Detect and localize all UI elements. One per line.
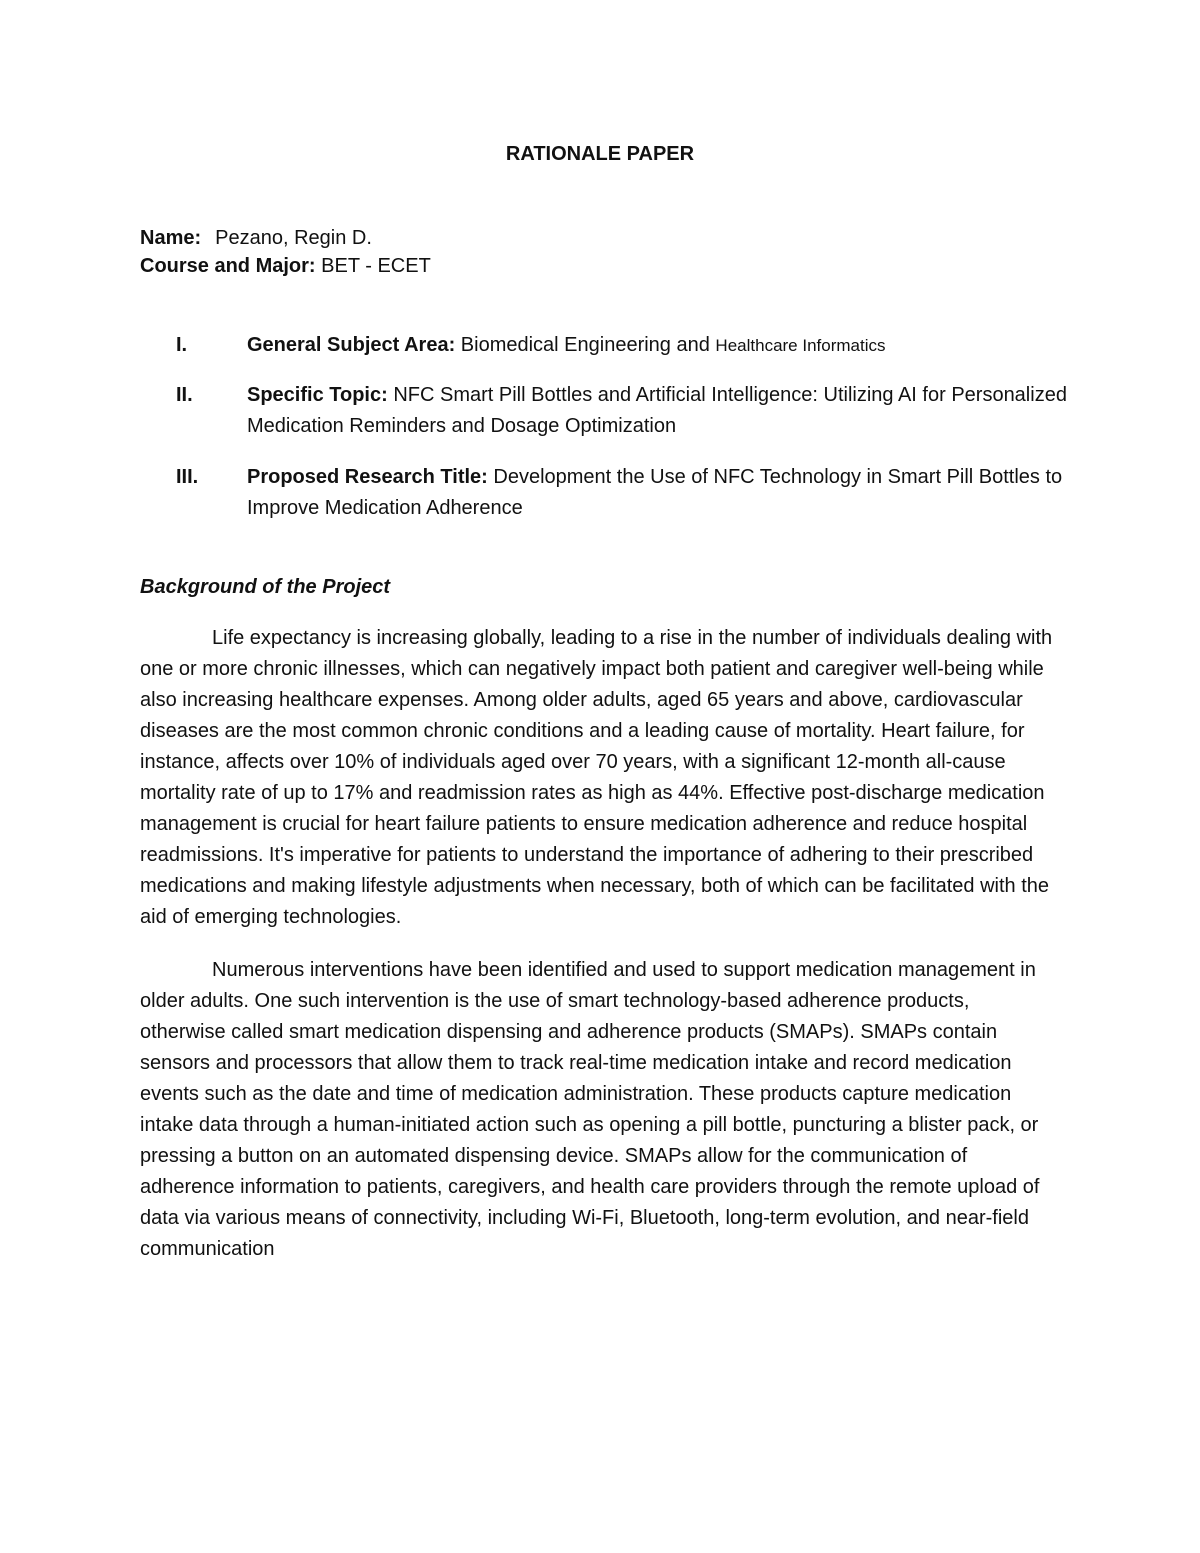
- paragraph: Life expectancy is increasing globally, leading to a rise in the number of individuals dealing with one or more chronic illnesses, which can negatively impact both patient and caregiver well-being while also increasing healthcare expenses. Among older adults, aged 65 years and above, cardiovascular diseases are the most common chronic conditions and a leading cause of mortality. Heart failure, for instance, affects over 10% of individuals aged over 70 years, with a significant 12-month all-cause mortality rate of up to 17% and readmission rates as high as 44%. Effective post-discharge medication management is crucial for heart failure patients to ensure medication adherence and reduce hospital readmissions. It's imperative for patients to understand the importance of adhering to their prescribed medications and making lifestyle adjustments when necessary, both of which can be facilitated with the aid of emerging technologies.: [140, 627, 1053, 928]
- course-label: Course and Major:: [140, 255, 316, 277]
- outline-label: General Subject Area:: [247, 334, 456, 356]
- outline-item-general-subject: [140, 330, 1060, 361]
- name-label: Name:: [140, 227, 202, 249]
- page-title: RATIONALE PAPER: [505, 143, 695, 165]
- outline-numeral: II.: [176, 384, 193, 406]
- outline-item-specific-topic: [140, 380, 1067, 442]
- outline-text: NFC Smart Pill Bottles and Artificial Intelligence: Utilizing AI for Personalized Medication Reminders and Dosage Optimization: [247, 384, 1067, 437]
- paragraph: Numerous interventions have been identified and used to support medication management in older adults. One such intervention is the use of smart technology-based adherence products, otherwise called smart medication dispensing and adherence products (SMAPs). SMAPs contain sensors and processors that allow them to track real-time medication intake and record medication events such as the date and time of medication administration. These products capture medication intake data through a human-initiated action such as opening a pill bottle, puncturing a blister pack, or pressing a button on an automated dispensing device. SMAPs allow for the communication of adherence information to patients, caregivers, and health care providers through the remote upload of data via various means of connectivity, including Wi-Fi, Bluetooth, long-term evolution, and near-field communication: [140, 959, 1040, 1260]
- outline-numeral: I.: [176, 334, 188, 356]
- section-heading: Background of the Project: [140, 576, 391, 598]
- outline-text: Development the Use of NFC Technology in Smart Pill Bottles to Improve Medication Adherence: [247, 466, 1063, 519]
- outline-text-small: Healthcare Informatics: [715, 336, 886, 355]
- outline-item-research-title: [140, 462, 1063, 524]
- name-value: Pezano, Regin D.: [215, 227, 372, 249]
- outline-label: Specific Topic:: [247, 384, 388, 406]
- course-value: BET - ECET: [321, 255, 431, 277]
- outline-label: Proposed Research Title:: [247, 466, 488, 488]
- outline-text: Biomedical Engineering and: [460, 334, 710, 356]
- outline-numeral: III.: [176, 466, 199, 488]
- course-line: [140, 252, 431, 280]
- name-line: [140, 224, 372, 252]
